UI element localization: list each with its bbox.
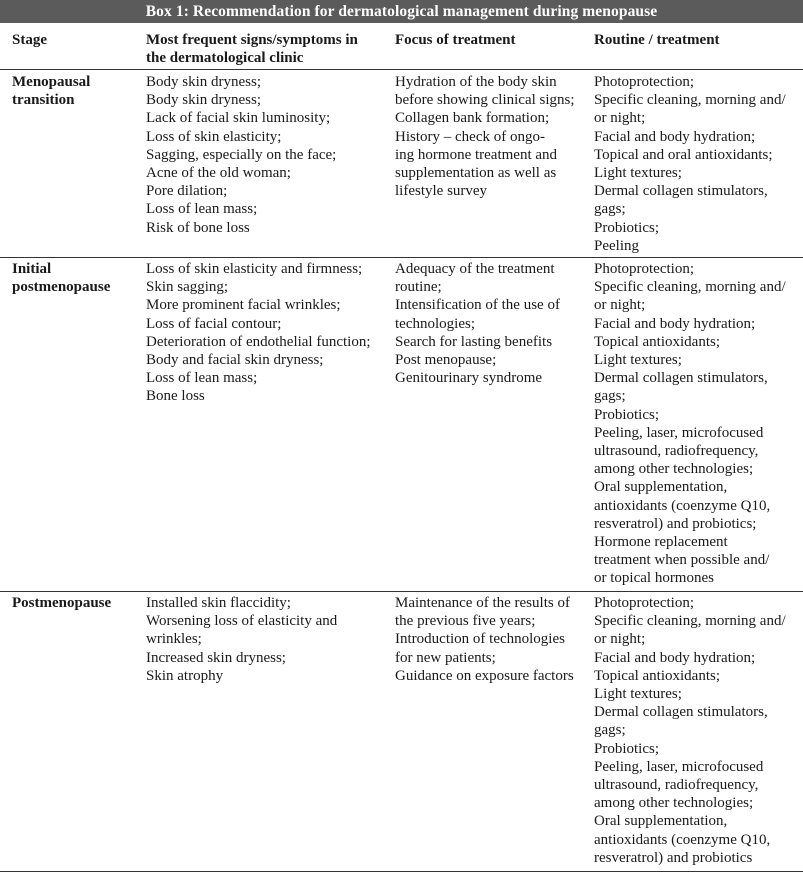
cell-line: Skin sagging; [146,279,229,296]
cell-line: Specific cleaning, morning and/ [594,613,786,630]
cell-line: Pore dilation; [146,183,228,200]
cell-line: Body and facial skin dryness; [146,352,324,369]
routine-list-initial-postmenopause [594,260,786,588]
cell-line: Introduction of technologies [395,631,565,648]
cell-line: Loss of skin elasticity; [146,128,282,145]
cell-line: Body skin dryness; [146,74,262,90]
cell-line: Light textures; [594,686,682,703]
cell-line: Oral supplementation, [594,813,728,830]
focus-list-postmenopause [395,594,574,685]
cell-line: resveratrol) and probiotics [594,849,753,866]
cell-line: Post menopause; [395,352,497,369]
cell-line: among other technologies; [594,795,754,812]
header-rule [0,69,803,70]
header-signs: Most frequent signs/symptoms in the dermatological clinic [146,32,358,66]
cell-line: Adequacy of the treatment [395,261,555,277]
cell-line: Increased skin dryness; [146,649,286,666]
cell-line: Loss of lean mass; [146,201,258,218]
routine-list-menopausal-transition [594,73,786,255]
cell-line: gags; [594,201,626,218]
focus-list-initial-postmenopause [395,260,560,387]
cell-line: Acne of the old woman; [146,165,291,182]
cell-line: Facial and body hydration; [594,315,756,332]
cell-line: Probiotics; [594,219,660,236]
cell-line: ing hormone treatment and [395,146,558,163]
routine-list-postmenopause [594,594,786,867]
cell-line: technologies; [395,315,475,332]
cell-line: Photoprotection; [594,595,694,611]
cell-line: Peeling, laser, microfocused [594,758,764,775]
cell-line: ultrasound, radiofrequency, [594,777,759,794]
cell-line: Deterioration of endothelial function; [146,333,371,350]
cell-line: wrinkles; [146,631,202,648]
header-routine: Routine / treatment [594,32,720,48]
cell-line: Topical antioxidants; [594,667,721,684]
stage-menopausal-transition: Menopausal transition [12,74,91,109]
cell-line: Skin atrophy [146,667,224,684]
cell-line: Genitourinary syndrome [395,370,543,387]
cell-line: for new patients; [395,649,496,666]
cell-line: or night; [594,297,646,314]
cell-line: Peeling, laser, microfocused [594,424,764,441]
cell-line: Facial and body hydration; [594,128,756,145]
cell-line: Light textures; [594,165,682,182]
cell-line: Dermal collagen stimulators, [594,704,768,721]
box-title: Box 1: Recommendation for dermatological management during menopause [0,0,803,23]
cell-line: Dermal collagen stimulators, [594,183,768,200]
cell-line: Light textures; [594,352,682,369]
cell-line: ultrasound, radiofrequency, [594,443,759,460]
cell-line: Search for lasting benefits [395,333,553,350]
cell-line: among other technologies; [594,461,754,478]
cell-line: Photoprotection; [594,74,694,90]
cell-line: History – check of ongo- [395,128,545,145]
cell-line: Probiotics; [594,740,660,757]
cell-line: Risk of bone loss [146,219,250,236]
cell-line: or night; [594,631,646,648]
cell-line: gags; [594,388,626,405]
cell-line: gags; [594,722,626,739]
cell-line: Facial and body hydration; [594,649,756,666]
cell-line: Probiotics; [594,406,660,423]
cell-line: Collagen bank formation; [395,110,550,127]
cell-line: or topical hormones [594,570,714,587]
cell-line: Topical and oral antioxidants; [594,146,773,163]
cell-line: the previous five years; [395,613,536,630]
cell-line: Maintenance of the results of [395,595,570,611]
cell-line: Loss of lean mass; [146,370,258,387]
signs-list-postmenopause [146,594,337,685]
cell-line: lifestyle survey [395,183,488,200]
stage-postmenopause: Postmenopause [12,595,112,611]
cell-line: supplementation as well as [395,165,557,182]
cell-line: Installed skin flaccidity; [146,595,291,611]
cell-line: Peeling [594,237,639,254]
cell-line: Specific cleaning, morning and/ [594,92,786,109]
cell-line: Specific cleaning, morning and/ [594,279,786,296]
focus-list-menopausal-transition [395,73,575,200]
signs-list-menopausal-transition [146,73,336,237]
header-stage: Stage [12,32,47,48]
cell-line: Photoprotection; [594,261,694,277]
cell-line: More prominent facial wrinkles; [146,297,341,314]
cell-line: Oral supplementation, [594,479,728,496]
row-divider-2 [0,591,803,592]
cell-line: antioxidants (coenzyme Q10, [594,497,771,514]
cell-line: routine; [395,279,442,296]
table-bottom-rule [0,871,803,872]
stage-initial-postmenopause: Initial postmenopause [12,261,111,296]
cell-line: Bone loss [146,388,205,405]
cell-line: antioxidants (coenzyme Q10, [594,831,771,848]
cell-line: Intensification of the use of [395,297,560,314]
row-divider-1 [0,257,803,258]
cell-line: or night; [594,110,646,127]
cell-line: Guidance on exposure factors [395,667,574,684]
cell-line: resveratrol) and probiotics; [594,515,757,532]
cell-line: Topical antioxidants; [594,333,721,350]
cell-line: Body skin dryness; [146,92,262,109]
cell-line: Hormone replacement [594,534,728,551]
cell-line: Dermal collagen stimulators, [594,370,768,387]
cell-line: Loss of facial contour; [146,315,282,332]
cell-line: Lack of facial skin luminosity; [146,110,331,127]
header-focus: Focus of treatment [395,32,516,48]
cell-line: before showing clinical signs; [395,92,575,109]
cell-line: Loss of skin elasticity and firmness; [146,261,363,277]
cell-line: Worsening loss of elasticity and [146,613,338,630]
cell-line: Hydration of the body skin [395,74,557,90]
signs-list-initial-postmenopause [146,260,371,406]
cell-line: treatment when possible and/ [594,552,770,569]
cell-line: Sagging, especially on the face; [146,146,337,163]
